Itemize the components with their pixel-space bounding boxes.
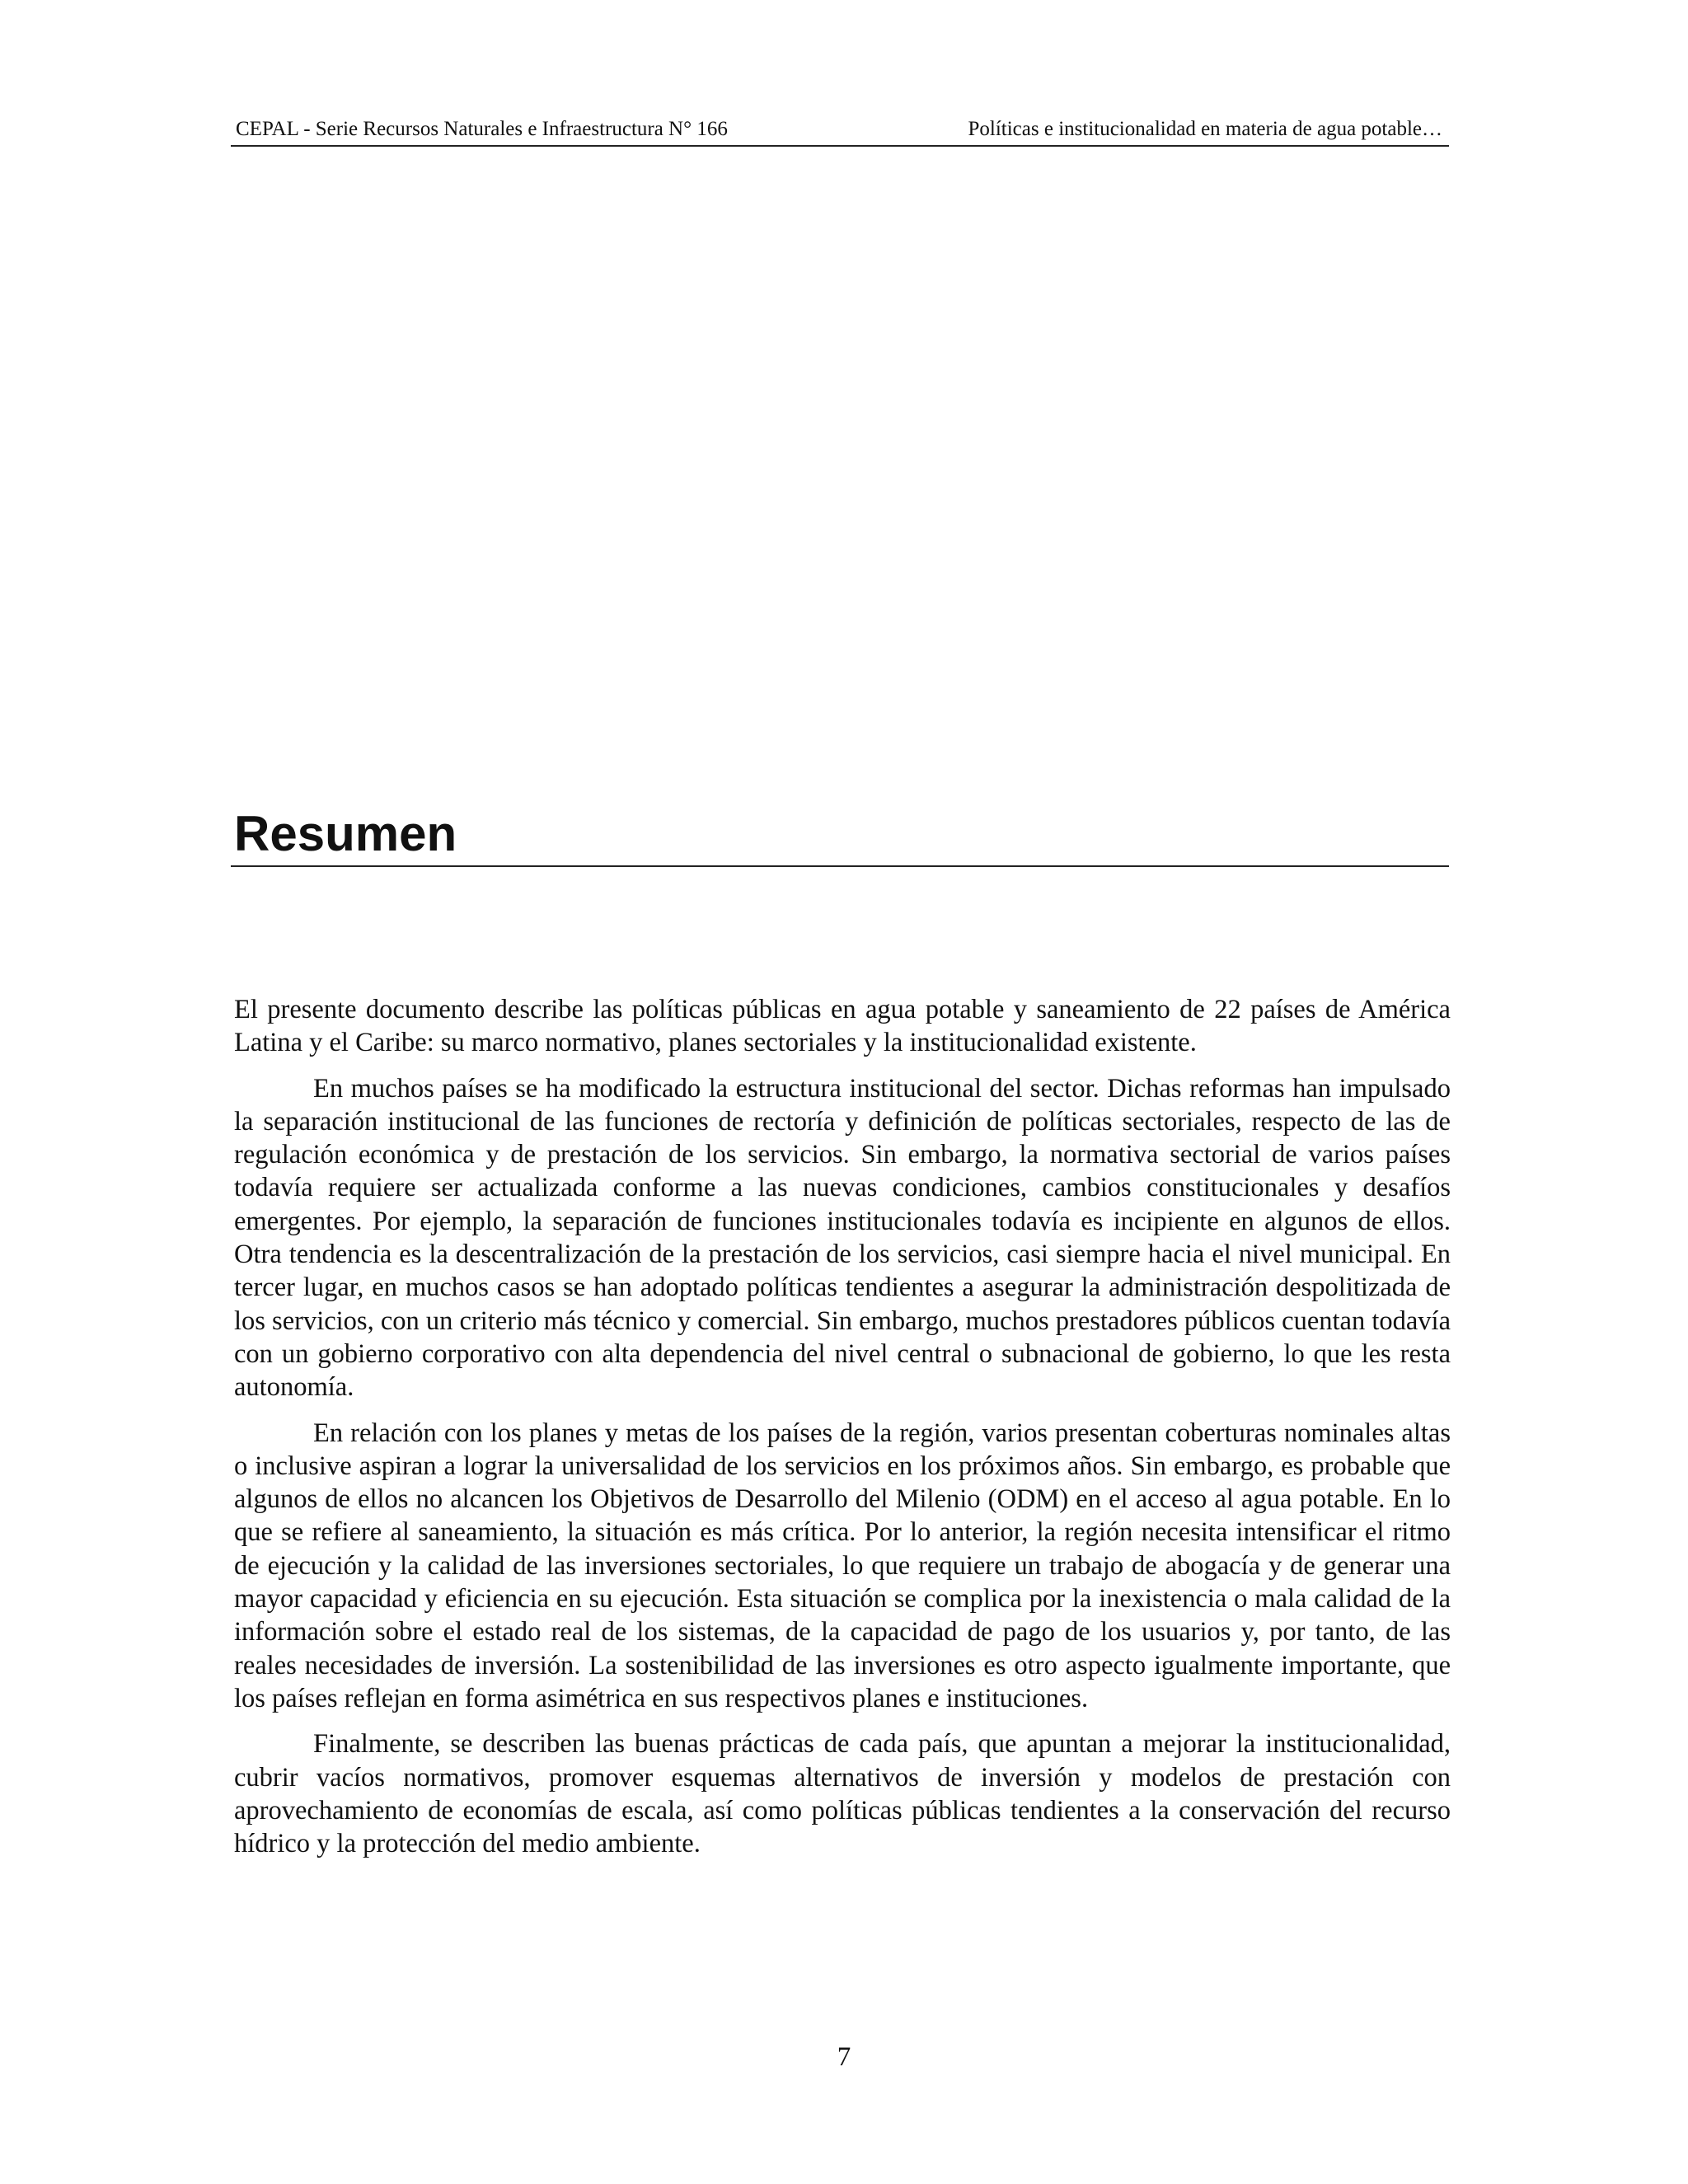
header-series-title: CEPAL - Serie Recursos Naturales e Infraestructura N° 166: [236, 118, 728, 140]
running-header: [231, 114, 1449, 147]
section-heading: [231, 801, 1449, 867]
paragraph: En muchos países se ha modificado la estructura institucional del sector. Dichas reformas han impulsado la separación institucional de las funciones de rectoría y definición de políticas sectoriales, respecto de las de regulación económica y de prestación de los servicios. Sin embargo, la normativa sectorial de varios países todavía requiere ser actualizada conforme a las nuevas condiciones, cambios constitucionales y desafíos emergentes. Por ejemplo, la separación de funciones institucionales todavía es incipiente en algunos de ellos. Otra tendencia es la descentralización de la prestación de los servicios, casi siempre hacia el nivel municipal. En tercer lugar, en muchos casos se han adoptado políticas tendientes a asegurar la administración despolitizada de los servicios, con un criterio más técnico y comercial. Sin embargo, muchos prestadores públicos cuentan todavía con un gobierno corporativo con alta dependencia del nivel central o subnacional de gobierno, lo que les resta autonomía.: [234, 1073, 1451, 1403]
paragraph: En relación con los planes y metas de los países de la región, varios presentan coberturas nominales altas o inclusive aspiran a lograr la universalidad de los servicios en los próximos años. Sin embargo, es probable que algunos de ellos no alcancen los Objetivos de Desarrollo del Milenio (ODM) en el acceso al agua potable. En lo que se refiere al saneamiento, la situación es más crítica. Por lo anterior, la región necesita intensificar el ritmo de ejecución y la calidad de las inversiones sectoriales, lo que requiere un trabajo de abogacía y de generar una mayor capacidad y eficiencia en su ejecución. Esta situación se complica por la inexistencia o mala calidad de la información sobre el estado real de los sistemas, de la capacidad de pago de los usuarios y, por tanto, de las reales necesidades de inversión. La sostenibilidad de las inversiones es otro aspecto igualmente importante, que los países reflejan en forma asimétrica en sus respectivos planes e instituciones.: [234, 1418, 1451, 1713]
section-title-text: Resumen: [234, 806, 457, 861]
header-document-title: Políticas e institucionalidad en materia de agua potable…: [968, 118, 1442, 140]
page-number: 7: [837, 2042, 851, 2072]
paragraph: Finalmente, se describen las buenas prácticas de cada país, que apuntan a mejorar la institucionalidad, cubrir vacíos normativos, promover esquemas alternativos de inversión y modelos de prestación con aprovechamiento de economías de escala, así como políticas públicas tendientes a la conservación del recurso hídrico y la protección del medio ambiente.: [234, 1729, 1451, 1859]
body-text: [234, 993, 1451, 1872]
paragraph: El presente documento describe las políticas públicas en agua potable y saneamiento de 22 países de América Latina y el Caribe: su marco normativo, planes sectoriales y la institucionalidad existente.: [234, 995, 1451, 1058]
